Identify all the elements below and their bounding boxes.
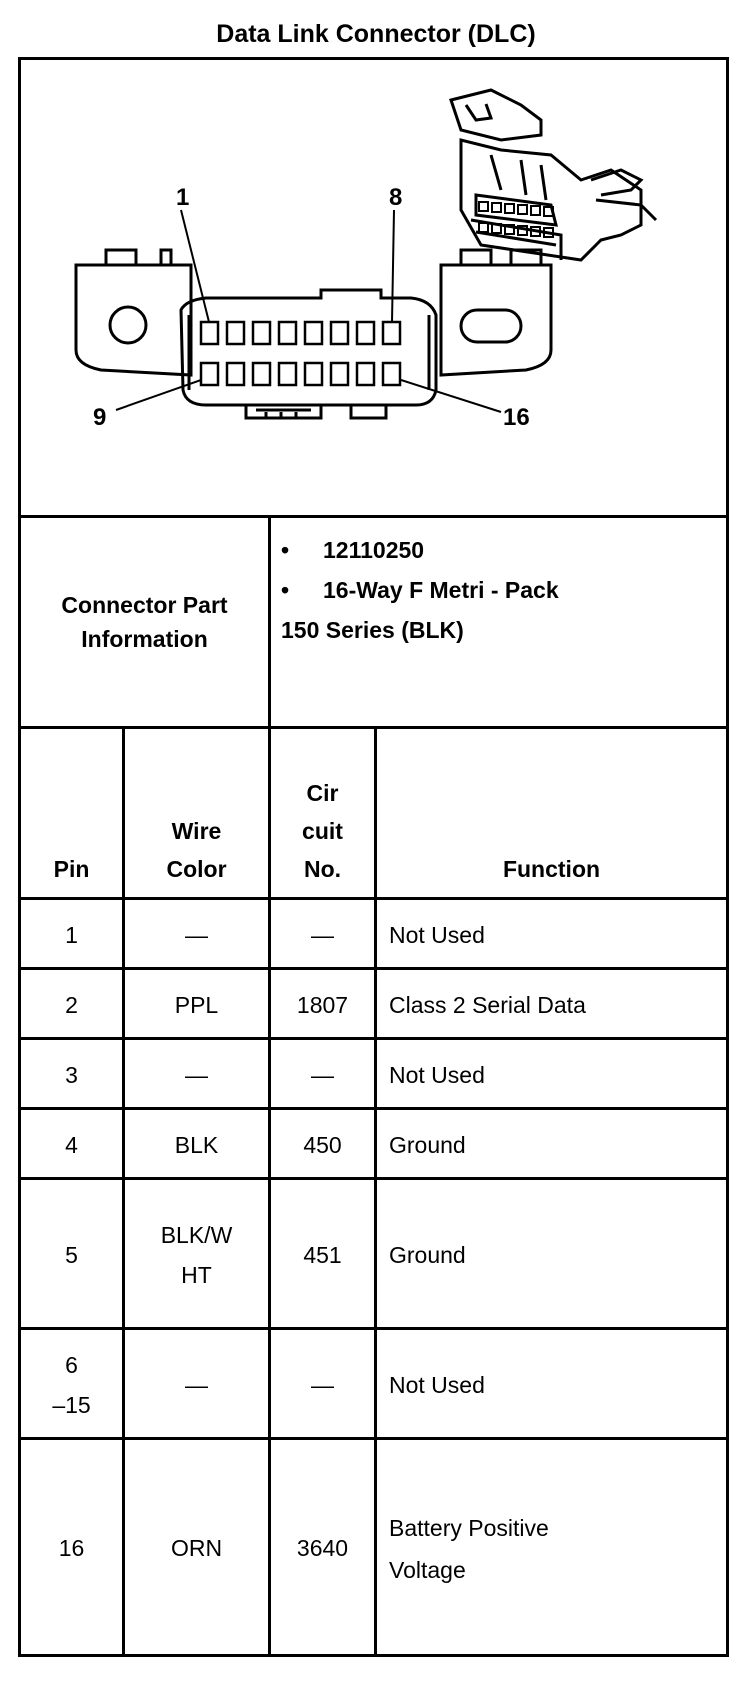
cell-pin: 1 bbox=[65, 921, 78, 948]
cell-function: Ground bbox=[389, 1242, 466, 1268]
connector-part-details: • 12110250 • 16-Way F Metri - Pack 150 Series (BLK) bbox=[271, 530, 701, 650]
cell-wire-color: — bbox=[185, 1061, 208, 1088]
pin-label-8: 8 bbox=[389, 184, 403, 211]
cell-circuit-no: — bbox=[311, 1061, 334, 1088]
cell-pin: 2 bbox=[65, 991, 78, 1018]
cell-pin: 6 –15 bbox=[52, 1351, 91, 1418]
pin-label-16: 16 bbox=[503, 404, 530, 431]
connector-description: 16-Way F Metri - Pack bbox=[323, 577, 559, 603]
cell-circuit-no: 3640 bbox=[296, 1535, 349, 1562]
connector-part-label: Connector Part Information bbox=[61, 592, 228, 652]
cell-wire-color: BLK/W HT bbox=[160, 1221, 233, 1288]
header-pin: Pin bbox=[53, 856, 90, 882]
cell-function: Not Used bbox=[389, 922, 485, 948]
cell-function: Class 2 Serial Data bbox=[389, 992, 586, 1018]
connector-diagram bbox=[21, 60, 726, 575]
cell-wire-color: ORN bbox=[170, 1535, 223, 1562]
cell-pin: 4 bbox=[65, 1131, 78, 1158]
part-number: 12110250 bbox=[323, 537, 425, 563]
cell-pin: 3 bbox=[65, 1061, 78, 1088]
cell-pin: 5 bbox=[65, 1241, 78, 1268]
cell-function: Not Used bbox=[389, 1372, 485, 1398]
dlc-connector-drawing bbox=[21, 60, 726, 575]
cell-wire-color: PPL bbox=[174, 991, 219, 1018]
cell-function: Not Used bbox=[389, 1062, 485, 1088]
cell-circuit-no: 451 bbox=[303, 1241, 342, 1268]
header-circuit-no: Cir cuit No. bbox=[302, 780, 343, 882]
header-function: Function bbox=[502, 856, 601, 882]
cell-pin: 16 bbox=[58, 1535, 85, 1562]
pin-label-9: 9 bbox=[93, 404, 107, 431]
cell-function: Ground bbox=[389, 1132, 466, 1158]
cell-wire-color: — bbox=[185, 921, 208, 948]
header-wire-color: Wire Color bbox=[166, 818, 227, 882]
cell-wire-color: BLK bbox=[174, 1131, 219, 1158]
cell-wire-color: — bbox=[185, 1371, 208, 1398]
cell-circuit-no: 450 bbox=[303, 1131, 342, 1158]
cell-circuit-no: 1807 bbox=[296, 991, 349, 1018]
page-title: Data Link Connector (DLC) bbox=[216, 20, 536, 48]
cell-function: Battery Positive Voltage bbox=[389, 1514, 549, 1583]
connector-info-table bbox=[18, 57, 729, 1657]
pin-cavities bbox=[201, 322, 400, 385]
cell-circuit-no: — bbox=[311, 1371, 334, 1398]
pin-label-1: 1 bbox=[176, 184, 190, 211]
cell-circuit-no: — bbox=[311, 921, 334, 948]
connector-face bbox=[76, 250, 551, 418]
